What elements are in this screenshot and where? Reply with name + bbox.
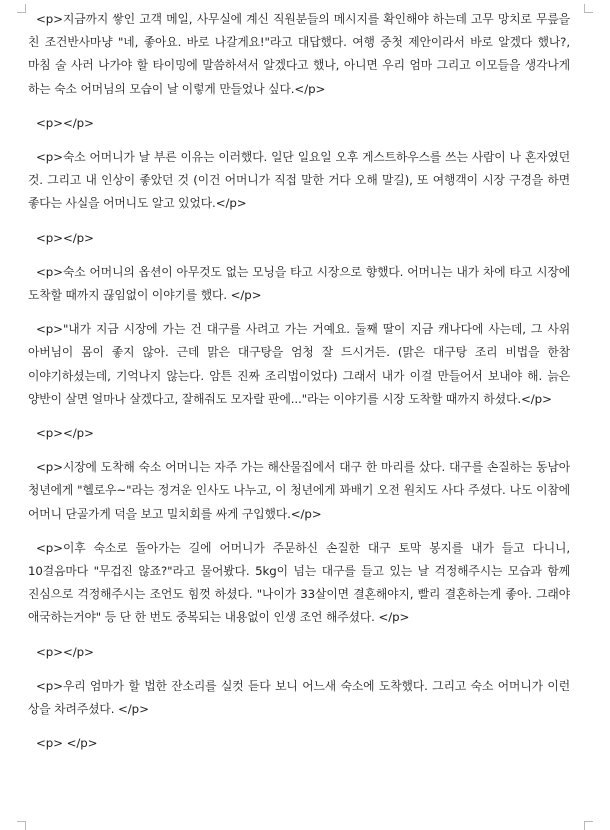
paragraph[interactable]: <p>숙소 어머니의 옵션이 아무것도 없는 모닝을 타고 시장으로 향했다. 어머니는 내가 차에 타고 시장에 도착할 때까지 끊임없이 이야기를 했다. </p> bbox=[28, 264, 574, 303]
paragraph[interactable]: <p></p> bbox=[36, 644, 94, 659]
page-corner-mark bbox=[17, 4, 26, 13]
page-corner-mark bbox=[17, 821, 26, 830]
paragraph[interactable]: <p>이후 숙소로 돌아가는 길에 어머니가 주문하신 손질한 대구 토막 봉지를 내가 들고 다니니, 10걸음마다 "무겁진 않죠?"라고 물어봤다. 5kg이 넘는 대구를 들고 있는 날 걱정해주시는 모습과 함께 진심으로 걱정해주시는 조언도 힘껏 하셨다. "나이가 33살이면 결혼해야지, 빨리 결혼하는게 좋아. 그래야 애국하는거야" 등 단 한 번도 중복되는 내용없이 인생 조언 해주셨다. </p> bbox=[28, 540, 574, 625]
paragraph[interactable]: <p>우리 엄마가 할 법한 잔소리를 실컷 듣다 보니 어느새 숙소에 도착했다. 그리고 숙소 어머니가 이런 상을 차려주셨다. </p> bbox=[28, 678, 574, 717]
paragraph[interactable]: <p></p> bbox=[36, 115, 94, 130]
paragraph[interactable]: <p></p> bbox=[36, 426, 94, 441]
paragraph[interactable]: <p>지금까지 쌓인 고객 메일, 사무실에 계신 직원분들의 메시지를 확인해야 하는데 고무 망치로 무릎을 친 조건반사마냥 "네, 좋아요. 바로 나갈게요!"라고 대답했다. 여행 중첫 제안이라서 바로 알겠다 했나?, 마침 술 사러 나가야 할 타이밍에 말씀하셔서 알겠다고 했나, 아니면 우리 엄마 그리고 이모들을 생각나게 하는 숙소 어머님의 모습이 날 이렇게 만들었나 싶다.</p> bbox=[28, 12, 574, 96]
page-corner-mark bbox=[584, 4, 593, 13]
paragraph[interactable]: <p> </p> bbox=[36, 736, 98, 751]
paragraph[interactable]: <p>시장에 도착해 숙소 어머니는 자주 가는 해산물집에서 대구 한 마리를 샀다. 대구를 손질하는 동남아 청년에게 "헬로우~"라는 정겨운 인사도 나누고, 이 청년에게 꽈배기 오전 원치도 사다 주셨다. 나도 이참에 어머니 단골가게 덕을 보고 밀치회를 싸게 구입했다.</p> bbox=[28, 460, 574, 521]
document-body[interactable] bbox=[28, 8, 574, 766]
page-corner-mark bbox=[584, 821, 593, 830]
paragraph[interactable]: <p>숙소 어머니가 날 부른 이유는 이러했다. 일단 일요일 오후 게스트하우스를 쓰는 사람이 나 혼자였던 것. 그리고 내 인상이 좋았던 것 (이건 어머니가 직접 말한 거다 오해 말길), 또 여행객이 시장 구경을 하면 좋다는 사실을 어머니도 알고 있었다.</p> bbox=[28, 150, 574, 211]
paragraph[interactable]: <p>"내가 지금 시장에 가는 건 대구를 사려고 가는 거예요. 둘째 딸이 지금 캐나다에 사는데, 그 사위 아버님이 몸이 좋지 않아. 근데 맑은 대구탕을 엄청 잘 드시거든. (맑은 대구탕 조리 비법을 한참 이야기하셨는데, 기억나지 않는다. 암튼 진짜 조리법이었다) 그래서 내가 이걸 만들어서 보내야 해. 늙은 양반이 살면 얼마나 살겠다고, 잘해줘도 모자랄 판에..."라는 이야기를 시장 도착할 때까지 하셨다.</p> bbox=[28, 322, 574, 406]
paragraph[interactable]: <p></p> bbox=[36, 230, 94, 245]
